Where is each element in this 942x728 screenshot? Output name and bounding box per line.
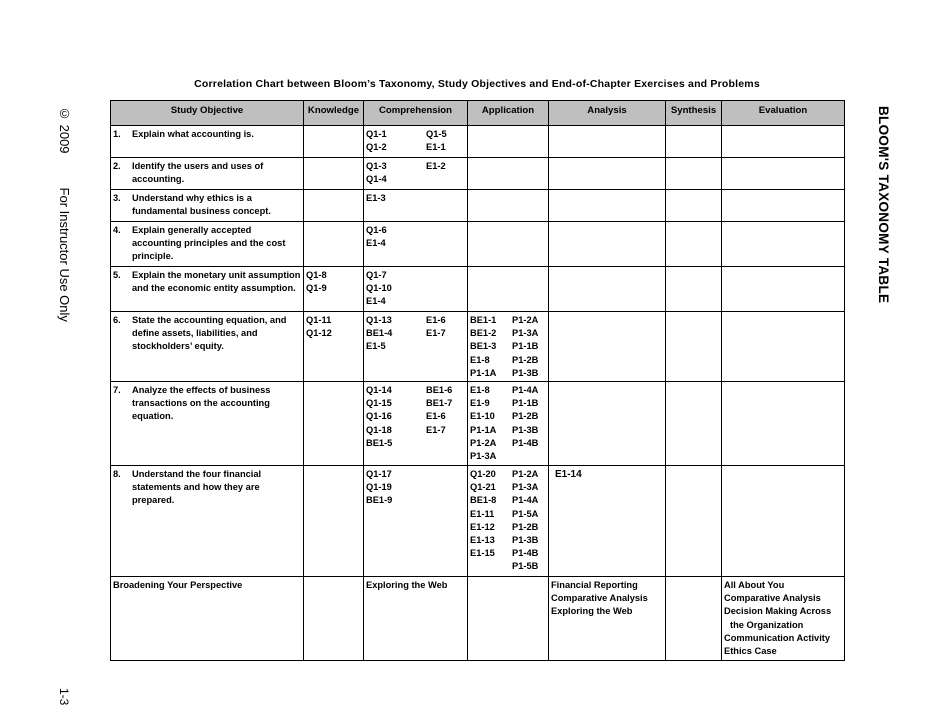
comprehension-cell [364,466,468,577]
objective-text: Identify the users and uses of accounting. [132,161,264,185]
audience-text: For Instructor Use Only [57,187,72,322]
synthesis-cell [666,577,722,661]
application-cell [468,267,549,312]
exercise-ref: P1-1B [512,398,539,409]
evaluation-cell [722,382,845,466]
exercise-ref: P1-2B [512,411,539,422]
comprehension-cell [364,312,468,382]
comprehension-cell [364,222,468,267]
objective-cell [111,466,304,577]
exercise-ref: E1-10 [470,411,495,422]
comprehension-cell [364,190,468,222]
exercise-ref: P1-3B [512,535,539,546]
exercise-ref: Q1-12 [306,328,332,339]
table-row [111,222,845,267]
knowledge-cell [304,222,364,267]
objective-number: 3. [113,193,121,203]
evaluation-cell [722,577,845,661]
exercise-ref: E1-15 [470,548,495,559]
objective-text: Explain what accounting is. [132,129,254,139]
exercise-ref: E1-4 [366,296,386,307]
page-number: 1-3 [57,688,71,706]
evaluation-cell [722,158,845,190]
objective-cell [111,267,304,312]
exercise-ref: P1-4A [512,495,539,506]
objective-number: 7. [113,385,121,396]
table-row [111,158,845,190]
comprehension-cell [364,267,468,312]
exercise-ref: Q1-1 [366,129,387,139]
objective-text: Understand the four financial statements and how they are prepared. [132,469,262,506]
comprehension-cell [364,126,468,158]
exercise-ref: P1-2B [512,354,539,365]
exercise-ref: P1-3B [512,424,539,435]
analysis-cell [549,577,666,661]
exercise-ref: E1-8 [470,354,490,365]
exercise-ref: Q1-2 [366,142,387,153]
evaluation-cell [722,267,845,312]
objective-number: 5. [113,270,121,280]
evaluation-cell [722,466,845,577]
col-header-study-objective: Study Objective [111,101,304,126]
exercise-ref: Q1-15 [366,398,392,409]
exercise-ref: Q1-6 [366,225,387,235]
exercise-ref: BE1-2 [470,328,497,339]
application-cell [468,466,549,577]
chart-title: Correlation Chart between Bloom’s Taxonomy, Study Objectives and End-of-Chapter Exercises and Problems [194,78,760,90]
exercise-ref: BE1-3 [470,341,497,352]
evaluation-cell [722,222,845,267]
exercise-ref: BE1-4 [366,328,393,339]
header-row [111,101,845,126]
exercise-ref: P1-4B [512,437,539,448]
exercise-ref: E1-8 [470,385,490,396]
exercise-ref: Q1-18 [366,424,392,435]
exercise-ref: E1-6 [426,411,446,422]
table-row [111,126,845,158]
exercise-ref: Q1-19 [366,482,392,493]
table-row [111,312,845,382]
objective-cell [111,126,304,158]
side-caption-right: BLOOM'S TAXONOMY TABLE [876,106,891,304]
exercise-ref: BE1-9 [366,495,393,506]
copyright-text: © 2009 [57,106,72,154]
broadening-row [111,577,845,661]
knowledge-cell [304,126,364,158]
synthesis-cell [666,190,722,222]
activity-ref: Comparative Analysis [724,593,821,604]
exercise-ref: Q1-20 [470,469,496,480]
knowledge-cell [304,312,364,382]
exercise-ref: E1-4 [366,238,386,249]
exercise-ref: Q1-14 [366,385,392,396]
exercise-ref: P1-3B [512,367,539,378]
exercise-ref: P1-1A [470,424,497,435]
exercise-ref: E1-7 [426,328,446,339]
exercise-ref: Q1-17 [366,469,392,480]
synthesis-cell [666,222,722,267]
exercise-ref: Q1-16 [366,411,392,422]
activity-ref: Communication Activity [724,632,831,643]
analysis-cell [549,158,666,190]
analysis-cell [549,312,666,382]
application-cell [468,222,549,267]
exercise-ref: P1-2A [470,437,497,448]
exercise-ref: E1-6 [426,315,446,325]
comprehension-cell [364,158,468,190]
exercise-ref: Q1-11 [306,315,332,325]
exercise-ref: BE1-7 [426,398,453,409]
col-header-application: Application [468,101,549,126]
evaluation-cell [722,190,845,222]
exercise-ref: Q1-13 [366,315,392,325]
exercise-ref: P1-1B [512,341,539,352]
knowledge-cell [304,382,364,466]
exercise-ref: E1-1 [426,142,446,153]
activity-ref: Comparative Analysis [551,593,648,604]
taxonomy-table [110,100,845,661]
activity-ref: the Organization [730,619,804,630]
knowledge-cell [304,466,364,577]
objective-text: Analyze the effects of business transactions on the accounting equation. [132,385,271,422]
objective-number: 8. [113,469,121,480]
analysis-cell [549,126,666,158]
exercise-ref: P1-2B [512,521,539,532]
application-cell [468,190,549,222]
analysis-cell [549,222,666,267]
exercise-ref: P1-1A [470,367,497,378]
activity-ref: All About You [724,580,785,591]
exercise-ref: E1-2 [426,161,446,171]
table-row [111,382,845,466]
synthesis-cell [666,312,722,382]
exercise-ref: E1-9 [470,398,490,409]
synthesis-cell [666,382,722,466]
application-cell [468,312,549,382]
broadening-label: Broadening Your Perspective [113,580,243,591]
table-row [111,466,845,577]
col-header-evaluation: Evaluation [722,101,845,126]
synthesis-cell [666,158,722,190]
synthesis-cell [666,126,722,158]
exercise-ref: P1-2A [512,315,539,325]
objective-text: Explain generally accepted accounting principles and the cost principle. [132,225,286,262]
application-cell [468,158,549,190]
knowledge-cell [304,190,364,222]
evaluation-cell [722,126,845,158]
exercise-ref: Q1-10 [366,283,392,294]
table-row [111,190,845,222]
activity-ref: Exploring the Web [551,606,633,617]
comprehension-cell [364,577,468,661]
exercise-ref: P1-4A [512,385,539,396]
activity-ref: Ethics Case [724,646,777,657]
objective-cell [111,190,304,222]
activity-ref: Financial Reporting [551,580,638,591]
exercise-ref: BE1-1 [470,315,497,325]
objective-text: Explain the monetary unit assumption and the economic entity assumption. [132,270,301,294]
application-cell [468,126,549,158]
exercise-ref: P1-2A [512,469,539,480]
exercise-ref: E1-5 [366,341,386,352]
exercise-ref: Q1-9 [306,283,327,294]
exercise-ref: P1-3A [512,328,539,339]
exercise-ref: P1-5B [512,561,539,572]
col-header-comprehension: Comprehension [364,101,468,126]
application-cell [468,382,549,466]
exercise-ref: P1-4B [512,548,539,559]
objective-cell [111,222,304,267]
objective-text: Understand why ethics is a fundamental business concept. [132,193,271,217]
exercise-ref: E1-14 [555,469,582,481]
exercise-ref: Q1-21 [470,482,496,493]
exercise-ref: P1-3A [470,451,497,462]
objective-number: 6. [113,315,121,325]
objective-number: 1. [113,129,121,139]
comprehension-cell [364,382,468,466]
objective-number: 2. [113,161,121,171]
knowledge-cell [304,577,364,661]
synthesis-cell [666,466,722,577]
exercise-ref: Q1-5 [426,129,447,139]
objective-cell [111,382,304,466]
exercise-ref: E1-3 [366,193,386,203]
exercise-ref: E1-12 [470,521,495,532]
objective-cell [111,158,304,190]
objective-cell [111,312,304,382]
analysis-cell [549,267,666,312]
exercise-ref: BE1-8 [470,495,497,506]
analysis-cell [549,190,666,222]
exercise-ref: Q1-7 [366,270,387,280]
synthesis-cell [666,267,722,312]
objective-number: 4. [113,225,121,235]
exercise-ref: BE1-6 [426,385,453,396]
exercise-ref: Q1-4 [366,174,387,185]
exercise-ref: P1-3A [512,482,539,493]
exercise-ref: P1-5A [512,508,539,519]
objective-text: State the accounting equation, and define assets, liabilities, and stockholders’ equity. [132,315,287,352]
analysis-cell [549,382,666,466]
exercise-ref: E1-7 [426,424,446,435]
analysis-cell [549,466,666,577]
knowledge-cell [304,267,364,312]
application-cell [468,577,549,661]
activity-ref: Decision Making Across [724,606,832,617]
col-header-synthesis: Synthesis [666,101,722,126]
exercise-ref: E1-13 [470,535,495,546]
activity-ref: Exploring the Web [366,580,448,591]
knowledge-cell [304,158,364,190]
side-caption-left [57,106,72,322]
exercise-ref: Q1-3 [366,161,387,171]
col-header-analysis: Analysis [549,101,666,126]
exercise-ref: E1-11 [470,508,495,519]
exercise-ref: Q1-8 [306,270,327,280]
broadening-label-cell [111,577,304,661]
evaluation-cell [722,312,845,382]
table-row [111,267,845,312]
col-header-knowledge: Knowledge [304,101,364,126]
exercise-ref: BE1-5 [366,437,393,448]
